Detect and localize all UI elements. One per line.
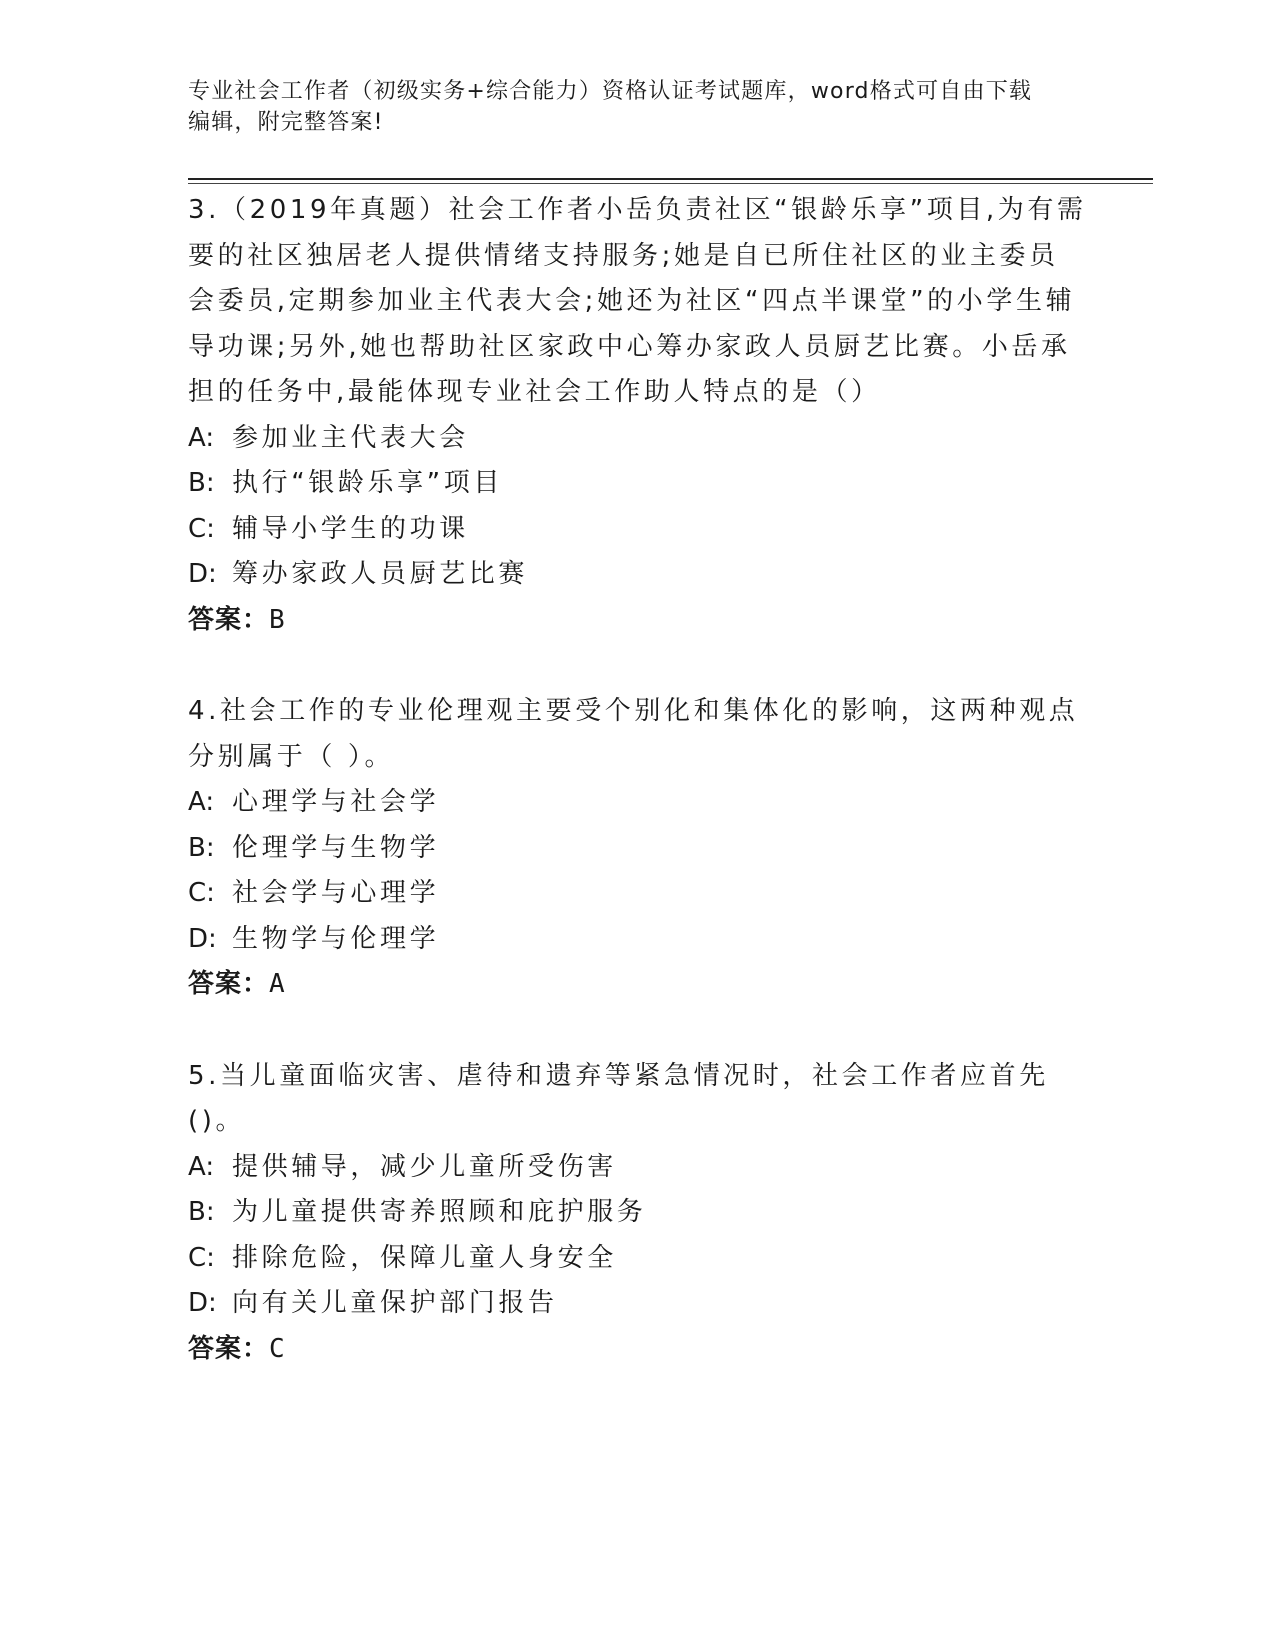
option-key: A: <box>188 422 215 453</box>
option-text: 筹办家政人员厨艺比赛 <box>232 559 529 589</box>
option-text: 参加业主代表大会 <box>232 422 469 453</box>
option-text: 排除危险，保障儿童人身安全 <box>232 1242 617 1273</box>
answer-value: A <box>269 969 286 999</box>
option-text: 辅导小学生的功课 <box>232 513 469 544</box>
answer-line <box>188 598 1088 644</box>
answer-label: 答案： <box>188 969 270 999</box>
answer-label: 答案： <box>188 1333 270 1364</box>
question-4 <box>188 689 1088 1008</box>
option-key: B: <box>188 468 215 498</box>
question-3 <box>188 188 1088 643</box>
option-text: 生物学与伦理学 <box>232 923 440 954</box>
option-d[interactable] <box>188 917 1088 963</box>
answer-value: C <box>269 1333 286 1364</box>
answer-label: 答案： <box>188 604 270 635</box>
question-5 <box>188 1054 1088 1373</box>
option-text: 伦理学与生物学 <box>232 832 440 863</box>
answer-line <box>188 1327 1088 1373</box>
option-text: 执行“银龄乐享”项目 <box>232 468 503 498</box>
question-stem: 3.（2019年真题）社会工作者小岳负责社区“银龄乐享”项目,为有需要的社区独居老人提供情绪支持服务;她是自已所住社区的业主委员会委员,定期参加业主代表大会;她还为社区“四点半课堂”的小学生辅导功课;另外,她也帮助社区家政中心筹办家政人员厨艺比赛。小岳承担的任务中,最能体现专业社会工作助人特点的是（） <box>188 195 1087 407</box>
option-key: C: <box>188 878 215 908</box>
answer-value: B <box>269 604 286 635</box>
option-key: A: <box>188 787 215 817</box>
option-text: 心理学与社会学 <box>232 787 440 817</box>
option-key: B: <box>188 832 215 863</box>
option-a[interactable] <box>188 416 1088 462</box>
header-divider-thin <box>188 183 1153 184</box>
option-text: 为儿童提供寄养照顾和庇护服务 <box>232 1197 647 1227</box>
option-text: 社会学与心理学 <box>232 878 440 908</box>
option-b[interactable] <box>188 826 1088 872</box>
option-a[interactable] <box>188 780 1088 826</box>
option-key: A: <box>188 1151 215 1182</box>
option-b[interactable] <box>188 461 1088 507</box>
option-key: D: <box>188 1288 217 1318</box>
question-list <box>188 188 1088 1372</box>
option-text: 向有关儿童保护部门报告 <box>232 1288 558 1318</box>
option-key: D: <box>188 559 217 589</box>
option-key: C: <box>188 513 215 544</box>
question-stem: 5.当儿童面临灾害、虐待和遗弃等紧急情况时，社会工作者应首先()。 <box>188 1060 1049 1136</box>
option-b[interactable] <box>188 1190 1088 1236</box>
option-d[interactable] <box>188 1281 1088 1327</box>
option-a[interactable] <box>188 1145 1088 1191</box>
question-stem: 4.社会工作的专业伦理观主要受个别化和集体化的影响，这两种观点分别属于（ ）。 <box>188 696 1079 772</box>
option-c[interactable] <box>188 871 1088 917</box>
option-key: D: <box>188 923 217 954</box>
option-text: 提供辅导，减少儿童所受伤害 <box>232 1151 617 1182</box>
answer-line <box>188 962 1088 1008</box>
question-spacer <box>188 643 1088 689</box>
option-c[interactable] <box>188 1236 1088 1282</box>
header-divider-thick <box>188 178 1153 180</box>
option-c[interactable] <box>188 507 1088 553</box>
header-line-2: 编辑，附完整答案! <box>188 110 384 135</box>
option-key: C: <box>188 1242 215 1273</box>
document-header <box>188 76 1088 138</box>
option-d[interactable] <box>188 552 1088 598</box>
option-key: B: <box>188 1197 215 1227</box>
header-line-1: 专业社会工作者（初级实务+综合能力）资格认证考试题库，word格式可自由下载 <box>188 79 1033 104</box>
question-spacer <box>188 1008 1088 1054</box>
